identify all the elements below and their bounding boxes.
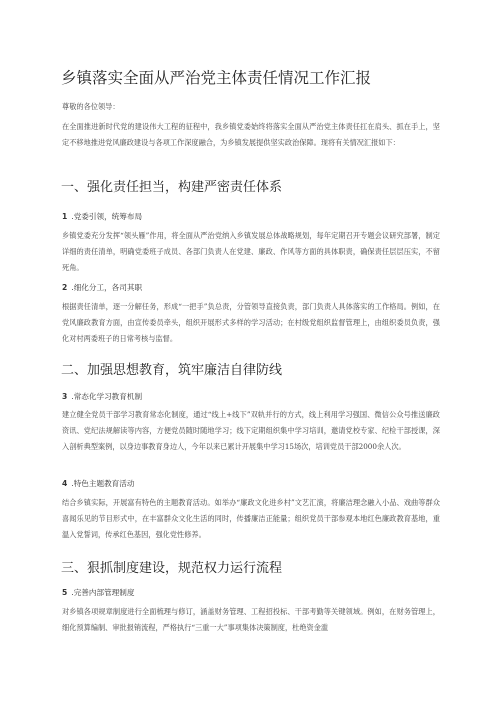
subsection-body-5: 对乡镇各项规章制度进行全面梳理与修订，涵盖财务管理、工程招投标、干部考勤等关键领域。例如，在财务管理上，细化预算编制、审批报销流程，严格执行“三重一大”事项集体决策制度，杜绝资金滥 xyxy=(62,607,440,632)
subsection-heading-5 xyxy=(62,587,134,598)
section-heading-2: 二、加强思想教育，筑牢廉洁自律防线 xyxy=(61,363,283,378)
subsection-title: .完善内部管理制度 xyxy=(71,588,135,597)
subsection-body-2: 根据责任清单，逐一分解任务，形成“一把手”负总责，分管领导直接负责，部门负责人具体落实的工作格局。例如，在党风廉政教育方面，由宣传委员牵头，组织开展形式多样的学习活动；在村级党组织监督管理上，由组织委员负责，强化对村两委班子的日常考核与监督。 xyxy=(62,302,440,343)
greeting: 尊敬的各位领导： xyxy=(62,102,120,111)
subsection-number: 5 xyxy=(62,588,68,597)
subsection-title: .常态化学习教育机制 xyxy=(71,392,143,401)
subsection-title: .细化分工，各司其职 xyxy=(71,283,143,292)
subsection-title: .党委引领，统筹布局 xyxy=(71,212,143,221)
subsection-number: 1 xyxy=(62,212,68,221)
subsection-body-1: 乡镇党委充分发挥“领头雁”作用，将全面从严治党纳入乡镇发展总体战略规划，每年定期召开专题会议研究部署，制定详细的责任清单，明确党委班子成员、各部门负责人在党建、廉政、作风等方面的具体职责，确保责任层层压实，不留死角。 xyxy=(62,231,440,272)
subsection-heading-3 xyxy=(62,391,142,402)
subsection-body-3: 建立健全党员干部学习教育常态化制度，通过“线上+线下”双轨并行的方式，线上利用学习强国、微信公众号推送廉政资讯、党纪法规解读等内容，方便党员随时随地学习；线下定期组织集中学习培训，邀请党校专家、纪检干部授课，深入剖析典型案例，以身边事教育身边人，今年以来已累计开展集中学习15场次，培训党员干部2000余人次。 xyxy=(62,410,440,451)
section-heading-3: 三、狠抓制度建设，规范权力运行流程 xyxy=(61,561,283,576)
subsection-heading-2 xyxy=(62,282,142,293)
subsection-heading-4 xyxy=(62,478,134,489)
subsection-number: 4 xyxy=(62,479,68,488)
subsection-title: .特色主题教育活动 xyxy=(71,479,135,488)
subsection-heading-1 xyxy=(62,211,142,222)
intro-paragraph: 在全面推进新时代党的建设伟大工程的征程中，我乡镇党委始终将落实全面从严治党主体责任扛在肩头、抓在手上，坚定不移地推进党风廉政建设与各项工作深度融合，为乡镇发展提供坚实政治保障。现将有关情况汇报如下： xyxy=(62,122,440,147)
section-heading-1: 一、强化责任担当，构建严密责任体系 xyxy=(61,180,283,195)
subsection-body-4: 结合乡镇实际，开展富有特色的主题教育活动。如举办“廉政文化进乡村”文艺汇演，将廉洁理念融入小品、戏曲等群众喜闻乐见的节目形式中，在丰富群众文化生活的同时，传播廉洁正能量；组织党员干部参观本地红色廉政教育基地，重温入党誓词，传承红色基因，强化党性修养。 xyxy=(62,498,440,539)
subsection-number: 3 xyxy=(62,392,68,401)
subsection-number: 2 xyxy=(62,283,68,292)
document-title: 乡镇落实全面从严治党主体责任情况工作汇报 xyxy=(61,69,372,87)
